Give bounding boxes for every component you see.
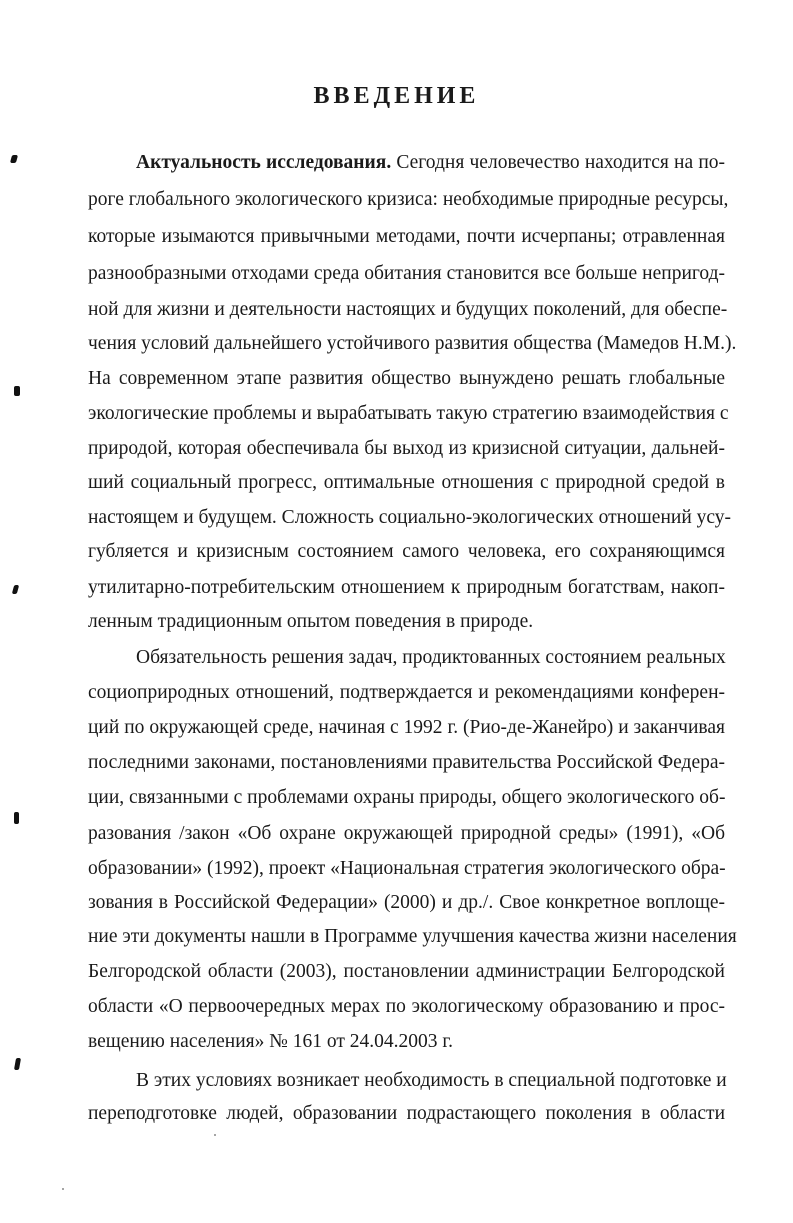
paragraph-2-line-7: образовании» (1992), проект «Национальная стратегия экологического обра- (88, 858, 726, 879)
paragraph-1-line-5: ной для жизни и деятельности настоящих и будущих поколений, для обеспе- (88, 299, 728, 320)
paragraph-1-line-9: природой, которая обеспечивала бы выход из кризисной ситуации, дальней- (88, 438, 725, 459)
paragraph-3-line-2: переподготовке людей, образовании подрастающего поколения в области (88, 1103, 725, 1124)
paragraph-lead-heading: Актуальность исследования. (136, 152, 392, 173)
paragraph-2-line-12: вещению населения» № 161 от 24.04.2003 г. (88, 1031, 454, 1052)
scan-speck (62, 1188, 64, 1190)
paragraph-1-line-12: губляется и кризисным состоянием самого человека, его сохраняющимся (88, 541, 725, 562)
paragraph-1-line-7: На современном этапе развития общество вынуждено решать глобальные (88, 368, 725, 389)
paragraph-2-line-2: социоприродных отношений, подтверждается и рекомендациями конферен- (88, 682, 725, 703)
paragraph-2-line-10: Белгородской области (2003), постановлении администрации Белгородской (88, 961, 725, 982)
paragraph-1-line-14: ленным традиционным опытом поведения в природе. (88, 611, 534, 632)
paragraph-2-line-5: ции, связанными с проблемами охраны природы, общего экологического об- (88, 787, 726, 808)
paragraph-2-line-6: разования /закон «Об охране окружающей природной среды» (1991), «Об (88, 823, 725, 844)
paragraph-2-line-8: зования в Российской Федерации» (2000) и др./. Свое конкретное воплоще- (88, 892, 725, 913)
paragraph-2-line-11: области «О первоочередных мерах по экологическому образованию и прос- (88, 996, 725, 1017)
scan-mark (14, 1058, 21, 1070)
paragraph-1-line-4: разнообразными отходами среда обитания становится все больше непригод- (88, 263, 725, 284)
paragraph-1-line-13: утилитарно-потребительским отношением к природным богатствам, накоп- (88, 577, 725, 598)
paragraph-1-line-8: экологические проблемы и вырабатывать такую стратегию взаимодействия с (88, 403, 729, 424)
paragraph-1-line-6: чения условий дальнейшего устойчивого развития общества (Мамедов Н.М.). (88, 333, 737, 354)
paragraph-1-line-11: настоящем и будущем. Сложность социально-экологических отношений усу- (88, 507, 732, 528)
paragraph-1-line-1-text: Сегодня человечество находится на по- (391, 152, 725, 173)
paragraph-1-line-3: которые изымаются привычными методами, почти исчерпаны; отравленная (88, 226, 725, 247)
paragraph-2-line-1: Обязательность решения задач, продиктованных состоянием реальных (136, 647, 726, 668)
scan-mark (12, 585, 19, 594)
scan-speck (214, 1134, 216, 1136)
paragraph-2-line-9: ние эти документы нашли в Программе улучшения качества жизни населения (88, 926, 737, 947)
paragraph-1-line-1 (136, 150, 725, 176)
paragraph-3-line-1: В этих условиях возникает необходимость в специальной подготовке и (136, 1070, 727, 1091)
scan-mark (10, 155, 18, 163)
paragraph-1-line-2: роге глобального экологического кризиса: необходимые природные ресурсы, (88, 189, 729, 210)
scan-mark (14, 812, 19, 824)
paragraph-1-line-10: ший социальный прогресс, оптимальные отношения с природной средой в (88, 472, 725, 493)
paragraph-2-line-4: последними законами, постановлениями правительства Российской Федера- (88, 752, 725, 773)
paragraph-2-line-3: ций по окружающей среде, начиная с 1992 г. (Рио-де-Жанейро) и заканчивая (88, 717, 725, 738)
scan-mark (14, 386, 20, 396)
page-title: ВВЕДЕНИЕ (313, 83, 480, 109)
